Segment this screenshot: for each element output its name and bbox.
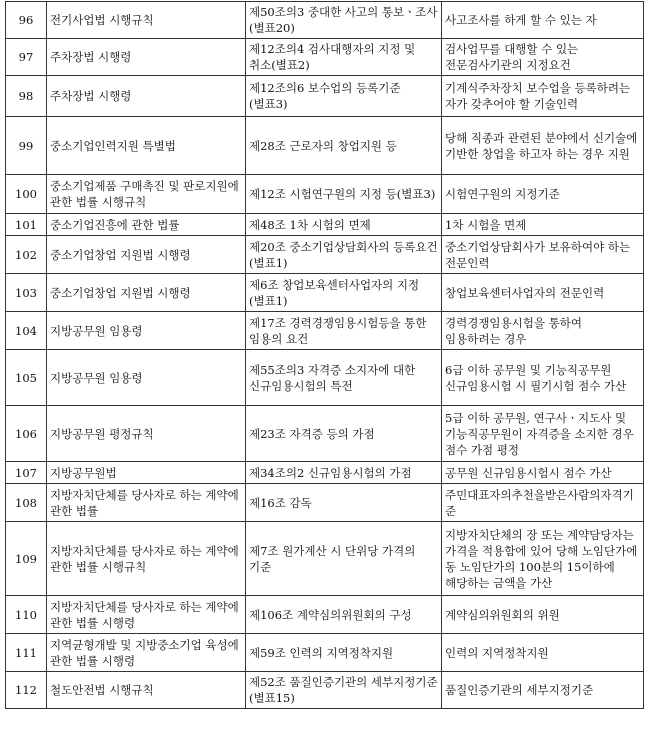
law-name: 주차장법 시행령 [47,39,246,76]
content: 5급 이하 공무원, 연구사ㆍ지도사 및 기능직공무원이 자격증을 소지한 경우 점수 가점 평정 [442,406,644,462]
row-number: 108 [6,484,47,522]
article: 제55조의3 자격증 소지자에 대한 신규임용시험의 특전 [246,350,442,406]
table-row [6,39,644,76]
content: 지방자치단체의 장 또는 계약담당자는 가격을 적용함에 있어 당해 노임단가에 동 노임단가의 100분의 15이하에 해당하는 금액을 가산 [442,522,644,596]
content: 창업보육센터사업자의 전문인력 [442,274,644,312]
article: 제59조 인력의 지역정착지원 [246,634,442,672]
row-number: 106 [6,406,47,462]
article: 제52조 품질인증기관의 세부지정기준(별표15) [246,672,442,709]
table-row [6,484,644,522]
row-number: 100 [6,175,47,214]
law-name: 지방자치단체를 당사자로 하는 계약에 관한 법률 시행령 [47,596,246,634]
row-number: 104 [6,312,47,350]
table-row [6,117,644,175]
article: 제12조 시험연구원의 지정 등(별표3) [246,175,442,214]
law-name: 지방공무원법 [47,462,246,484]
law-name: 중소기업창업 지원법 시행령 [47,236,246,274]
content: 1차 시험을 면제 [442,214,644,236]
article: 제6조 창업보육센터사업자의 지정(별표1) [246,274,442,312]
row-number: 110 [6,596,47,634]
table-row [6,672,644,709]
article: 제7조 원가계산 시 단위당 가격의 기준 [246,522,442,596]
table-row [6,236,644,274]
law-name: 중소기업인력지원 특별법 [47,117,246,175]
article: 제16조 감독 [246,484,442,522]
table-row [6,274,644,312]
row-number: 98 [6,76,47,117]
row-number: 96 [6,2,47,39]
content: 주민대표자의추천을받은사람의자격기준 [442,484,644,522]
table-row [6,350,644,406]
article: 제23조 자격증 등의 가점 [246,406,442,462]
content: 인력의 지역정착지원 [442,634,644,672]
law-name: 지방자치단체를 당사자로 하는 계약에 관한 법률 시행규칙 [47,522,246,596]
law-name: 지방공무원 평정규칙 [47,406,246,462]
law-name: 지역균형개발 및 지방중소기업 육성에 관한 법률 시행령 [47,634,246,672]
content: 사고조사를 하게 할 수 있는 자 [442,2,644,39]
article: 제48조 1차 시험의 면제 [246,214,442,236]
row-number: 107 [6,462,47,484]
law-name: 전기사업법 시행규칙 [47,2,246,39]
content: 검사업무를 대행할 수 있는 전문검사기관의 지정요건 [442,39,644,76]
law-name: 지방자치단체를 당사자로 하는 계약에 관한 법률 [47,484,246,522]
row-number: 102 [6,236,47,274]
row-number: 99 [6,117,47,175]
row-number: 112 [6,672,47,709]
table-row [6,406,644,462]
table-row [6,522,644,596]
table-row [6,2,644,39]
content: 당해 직종과 관련된 분야에서 신기술에 기반한 창업을 하고자 하는 경우 지원 [442,117,644,175]
table-row [6,634,644,672]
row-number: 111 [6,634,47,672]
content: 6급 이하 공무원 및 기능직공무원 신규임용시험 시 필기시험 점수 가산 [442,350,644,406]
article: 제28조 근로자의 창업지원 등 [246,117,442,175]
regulation-table-container [5,1,643,709]
law-name: 중소기업진흥에 관한 법률 [47,214,246,236]
article: 제17조 경력경쟁임용시험등을 통한 임용의 요건 [246,312,442,350]
row-number: 105 [6,350,47,406]
content: 공무원 신규임용시험시 점수 가산 [442,462,644,484]
article: 제20조 중소기업상담회사의 등록요건(별표1) [246,236,442,274]
row-number: 109 [6,522,47,596]
law-name: 지방공무원 임용령 [47,350,246,406]
article: 제12조의6 보수업의 등록기준(별표3) [246,76,442,117]
law-name: 주차장법 시행령 [47,76,246,117]
content: 경력경쟁임용시험을 통하여 임용하려는 경우 [442,312,644,350]
article: 제106조 계약심의위원회의 구성 [246,596,442,634]
law-name: 지방공무원 임용령 [47,312,246,350]
content: 중소기업상담회사가 보유하여야 하는 전문인력 [442,236,644,274]
table-row [6,462,644,484]
article: 제50조의3 중대한 사고의 통보ㆍ조사(별표20) [246,2,442,39]
law-name: 중소기업제품 구매촉진 및 판로지원에 관한 법률 시행규칙 [47,175,246,214]
article: 제12조의4 검사대행자의 지정 및 취소(별표2) [246,39,442,76]
table-row [6,175,644,214]
content: 계약심의위원회의 위원 [442,596,644,634]
row-number: 103 [6,274,47,312]
row-number: 97 [6,39,47,76]
content: 시험연구원의 지정기준 [442,175,644,214]
table-row [6,596,644,634]
table-row [6,76,644,117]
article: 제34조의2 신규임용시험의 가점 [246,462,442,484]
row-number: 101 [6,214,47,236]
regulation-table [5,1,644,709]
law-name: 중소기업창업 지원법 시행령 [47,274,246,312]
content: 기계식주차장치 보수업을 등록하려는 자가 갖추어야 할 기술인력 [442,76,644,117]
law-name: 철도안전법 시행규칙 [47,672,246,709]
table-row [6,214,644,236]
table-row [6,312,644,350]
content: 품질인증기관의 세부지정기준 [442,672,644,709]
